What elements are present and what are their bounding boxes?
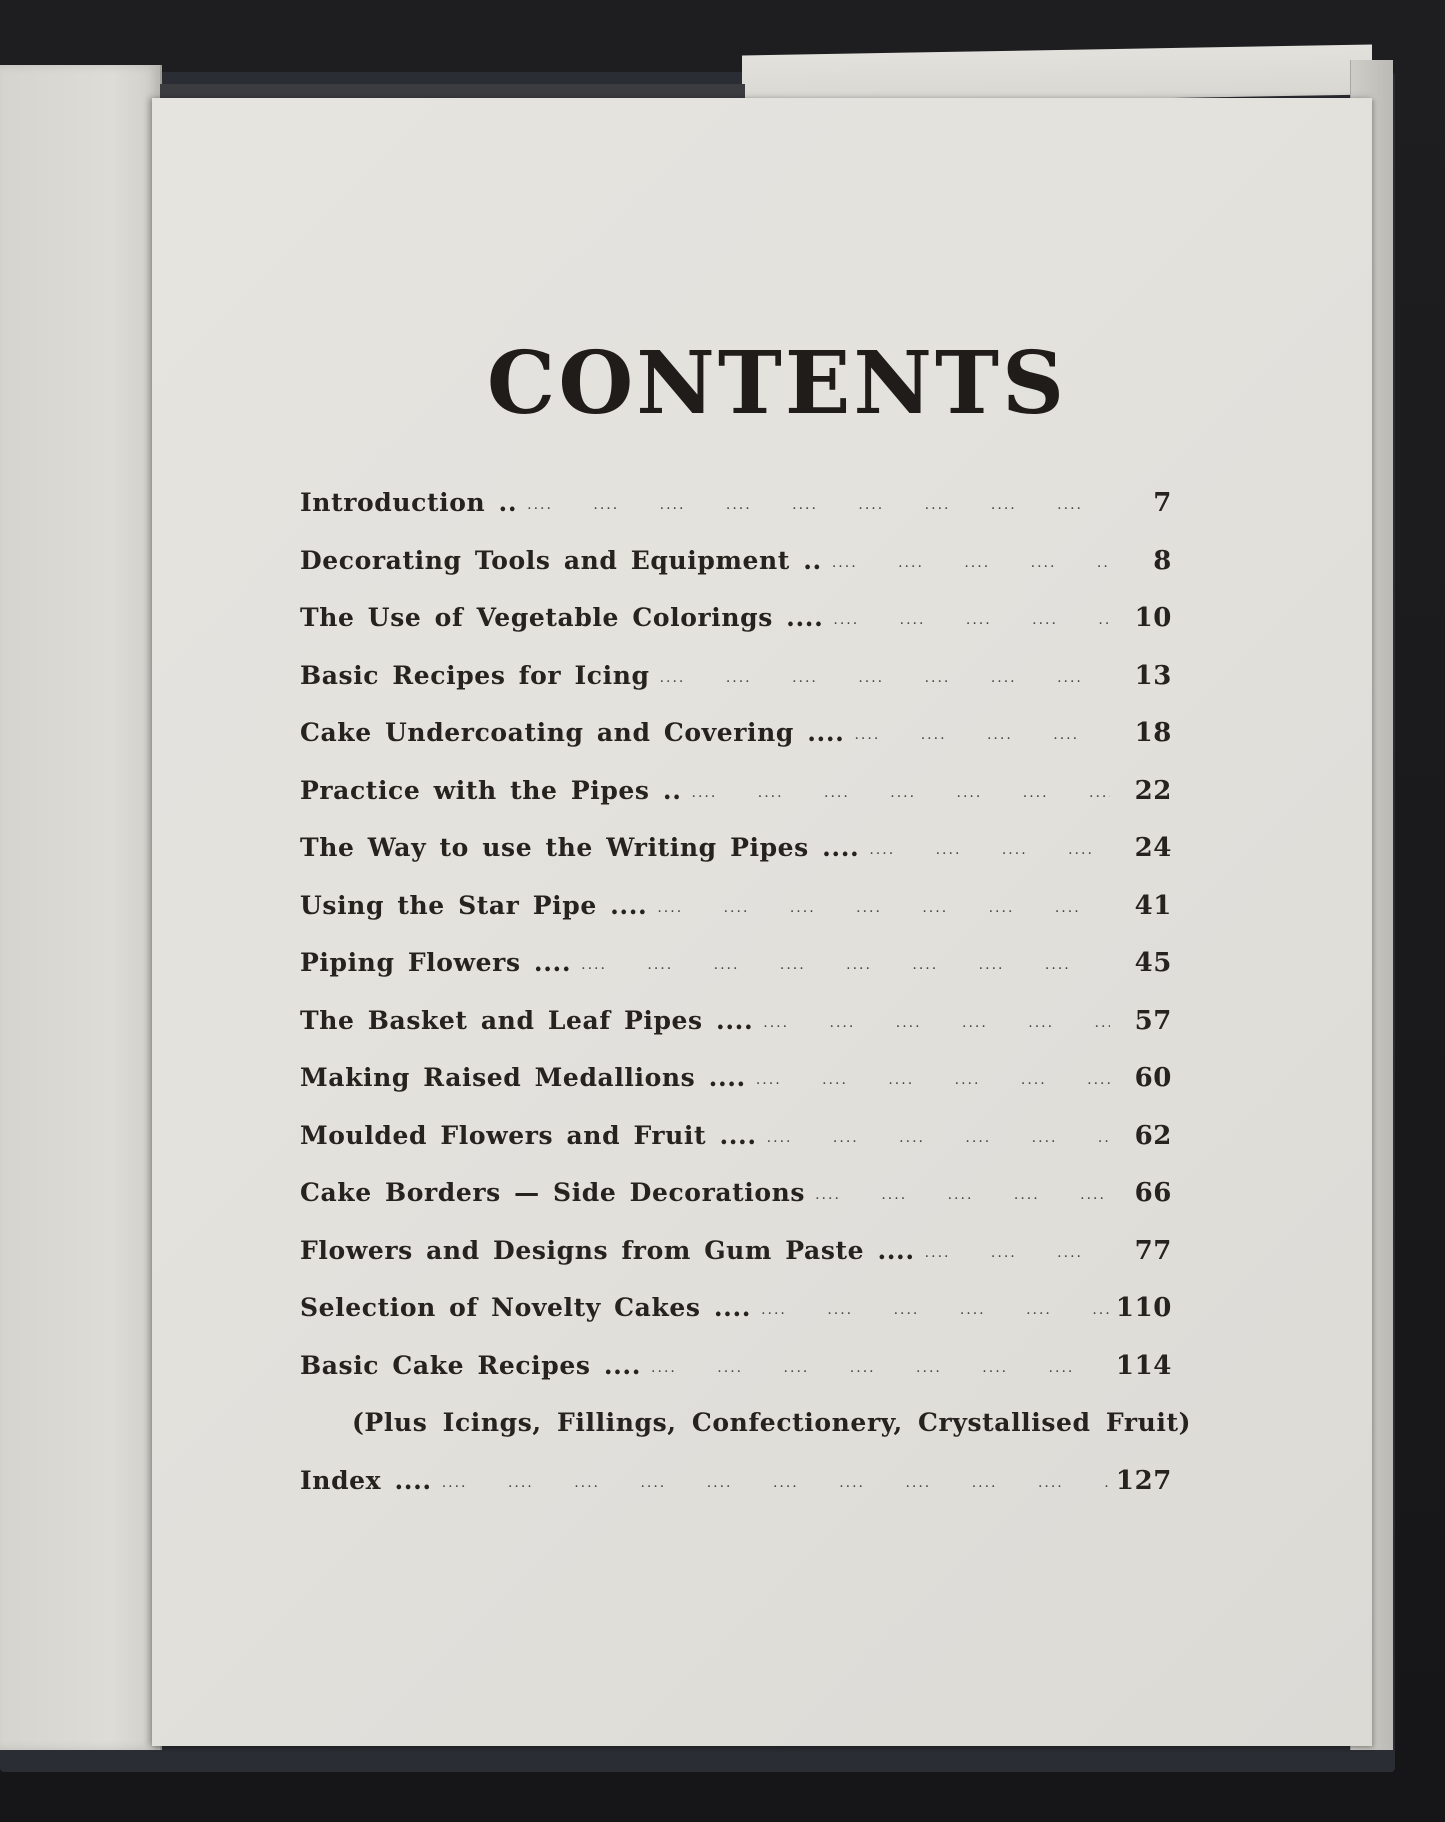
toc-entry-page: 62 [1134, 1120, 1172, 1151]
toc-entry-page: 22 [1134, 775, 1172, 806]
toc-entry-title: Practice with the Pipes .. [300, 775, 682, 805]
toc-entry [300, 833, 1172, 891]
dot-leader [692, 785, 1110, 801]
toc-entry-page: 18 [1134, 718, 1172, 748]
dot-leader [767, 1130, 1110, 1146]
dot-leader [869, 842, 1110, 858]
toc-entry-index [300, 1466, 1172, 1524]
toc-entry [300, 1351, 1172, 1409]
dot-leader [651, 1360, 1110, 1376]
toc-entry-page: 57 [1134, 1005, 1172, 1036]
toc-entry [300, 1063, 1172, 1121]
cover-strip [160, 84, 745, 98]
toc-entry-page: 110 [1115, 1293, 1172, 1323]
toc-entry-title: The Basket and Leaf Pipes .... [300, 1005, 754, 1035]
dot-leader [756, 1072, 1110, 1088]
toc-entry-page: 77 [1134, 1235, 1172, 1266]
toc-entry-title: Index .... [300, 1465, 432, 1495]
toc-entry-page: 7 [1153, 488, 1172, 518]
toc-entry-title: Moulded Flowers and Fruit .... [300, 1120, 757, 1150]
toc-entry-page: 114 [1115, 1350, 1172, 1381]
contents-page [152, 98, 1372, 1746]
toc-entry-title: Cake Undercoating and Covering .... [300, 718, 845, 747]
toc-entry-title: Flowers and Designs from Gum Paste .... [300, 1235, 915, 1265]
dot-leader [763, 1015, 1110, 1031]
toc-entry [300, 891, 1172, 949]
toc-entry-title: Basic Cake Recipes .... [300, 1350, 642, 1380]
toc-entry-title: The Use of Vegetable Colorings .... [300, 603, 824, 632]
toc-entry [300, 661, 1172, 719]
toc-entry-title: Introduction .. [300, 488, 518, 517]
dot-leader [761, 1302, 1110, 1318]
toc-entry-title: Cake Borders — Side Decorations [300, 1178, 806, 1207]
toc-entry-page: 10 [1134, 603, 1172, 633]
toc-note: (Plus Icings, Fillings, Confectionery, Crystallised Fruit) [352, 1408, 1192, 1437]
toc-entry-title: Selection of Novelty Cakes .... [300, 1293, 752, 1322]
dot-leader [657, 900, 1110, 916]
toc-entry-page: 8 [1153, 545, 1172, 576]
toc-entry-page: 41 [1134, 890, 1172, 921]
dot-leader [832, 555, 1110, 571]
toc-entry-title: Using the Star Pipe .... [300, 890, 648, 920]
page-title: CONTENTS [486, 333, 1068, 434]
dot-leader [833, 612, 1110, 628]
dot-leader [854, 727, 1110, 743]
toc-entry [300, 488, 1172, 546]
dot-leader [815, 1187, 1110, 1203]
toc-entry [300, 718, 1172, 776]
toc-entry-page: 24 [1134, 833, 1172, 863]
toc-entry-title: Decorating Tools and Equipment .. [300, 545, 822, 575]
toc-entry [300, 1121, 1172, 1179]
toc-entry [300, 948, 1172, 1006]
toc-entry-title: Basic Recipes for Icing [300, 660, 650, 690]
dot-leader [925, 1245, 1110, 1261]
toc-entry [300, 776, 1172, 834]
left-facing-page [0, 65, 162, 1750]
toc-entry [300, 1236, 1172, 1294]
toc-entry [300, 603, 1172, 661]
toc-entry-page: 45 [1134, 948, 1172, 978]
toc-entry-title: Making Raised Medallions .... [300, 1063, 746, 1092]
toc-entry-page: 13 [1134, 660, 1172, 691]
dot-leader [660, 670, 1110, 686]
dot-leader [581, 957, 1110, 973]
dot-leader [527, 497, 1110, 513]
toc-entry-page: 127 [1115, 1465, 1172, 1496]
toc-entry [300, 1178, 1172, 1236]
toc-entry-title: Piping Flowers .... [300, 948, 572, 977]
toc-entry [300, 1293, 1172, 1351]
toc-entry-page: 60 [1134, 1063, 1172, 1093]
dot-leader [442, 1475, 1110, 1491]
toc-entry [300, 546, 1172, 604]
table-of-contents [300, 488, 1192, 1523]
toc-entry [300, 1006, 1172, 1064]
toc-entry-title: The Way to use the Writing Pipes .... [300, 833, 860, 862]
toc-entry-page: 66 [1134, 1178, 1172, 1208]
